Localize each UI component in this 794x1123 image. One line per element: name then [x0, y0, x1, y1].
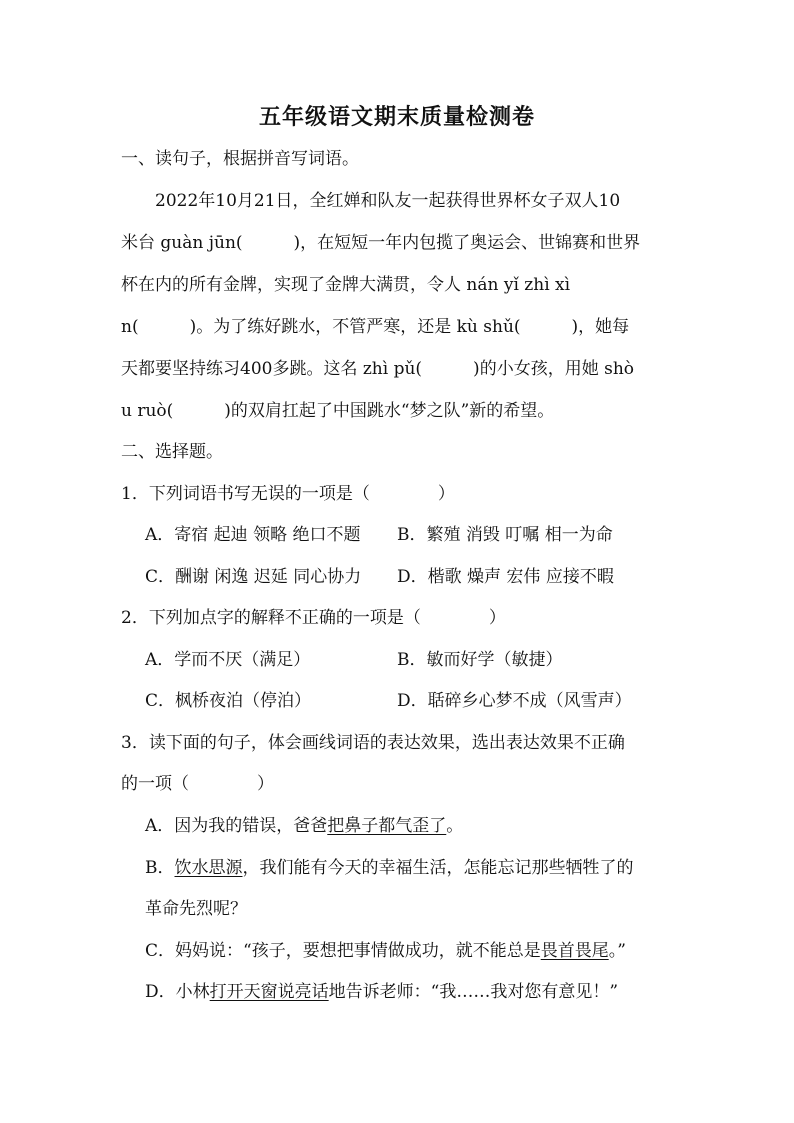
- q2-option-b: B．敏而好学（敏捷）: [397, 650, 563, 670]
- q3-stem-line-2: 的一项（ ）: [121, 774, 274, 794]
- q3-option-d: [145, 980, 618, 1004]
- q3-option-d-label: D．小林: [145, 982, 210, 1002]
- q2-stem: 2．下列加点字的解释不正确的一项是（ ）: [121, 608, 506, 628]
- q3-option-b-underlined: 饮水思源: [174, 858, 243, 878]
- q3-option-d-text: 地告诉老师：“我……我对您有意见！”: [328, 982, 619, 1002]
- passage-line-1: 2022年10月21日，全红婵和队友一起获得世界杯女子双人10: [155, 191, 621, 211]
- section1-heading: 一、读句子，根据拼音写词语。: [121, 149, 359, 169]
- q3-stem-line-1: 3．读下面的句子，体会画线词语的表达效果，选出表达效果不正确: [121, 733, 625, 753]
- q3-option-c-underlined: 畏首畏尾: [540, 941, 609, 961]
- q3-option-b-line-2: 革命先烈呢？: [145, 899, 247, 919]
- q1-option-a: A．寄宿 起迪 领略 绝口不题: [145, 525, 361, 545]
- q3-option-d-underlined: 打开天窗说亮话: [209, 982, 329, 1002]
- q3-option-a-underlined: 把鼻子都气歪了: [327, 816, 447, 836]
- q1-stem: 1．下列词语书写无误的一项是（ ）: [121, 484, 455, 504]
- q3-option-c: [145, 939, 626, 963]
- passage-line-6: u ruò( )的双肩扛起了中国跳水“梦之队”新的希望。: [121, 401, 555, 421]
- q2-option-d: D．聒碎乡心梦不成（风雪声）: [397, 691, 632, 711]
- q3-option-b-label: B．: [145, 858, 175, 878]
- passage-line-2: 米台 guàn jūn( )，在短短一年内包揽了奥运会、世锦赛和世界: [121, 233, 641, 253]
- q1-option-b: B．繁殖 消毁 叮嘱 相一为命: [397, 525, 613, 545]
- passage-line-4: n( )。为了练好跳水，不管严寒，还是 kù shǔ( )，她每: [121, 317, 630, 337]
- q3-option-a: [145, 814, 463, 838]
- q1-option-c: C．酬谢 闲逸 迟延 同心协力: [145, 567, 362, 587]
- passage-line-5: 天都要坚持练习400多跳。这名 zhì pǔ( )的小女孩，用她 shò: [121, 359, 635, 379]
- q3-option-c-text: C．妈妈说：“孩子，要想把事情做成功，就不能总是: [145, 941, 541, 961]
- q3-option-a-end: 。: [446, 816, 464, 836]
- section2-heading: 二、选择题。: [121, 442, 223, 462]
- q1-option-d: D．楷歌 燥声 宏伟 应接不暇: [397, 567, 614, 587]
- q3-option-b: [145, 856, 634, 880]
- page-title: 五年级语文期末质量检测卷: [258, 105, 535, 130]
- q2-option-a: A．学而不厌（满足）: [145, 650, 311, 670]
- q3-option-a-text: A．因为我的错误，爸爸: [145, 816, 328, 836]
- q3-option-b-text: ，我们能有今天的幸福生活，怎能忘记那些牺牲了的: [242, 858, 634, 878]
- passage-line-3: 杯在内的所有金牌，实现了金牌大满贯，令人 nán yǐ zhì xì: [121, 275, 571, 295]
- q2-option-c: C．枫桥夜泊（停泊）: [145, 691, 312, 711]
- q3-option-c-end: 。”: [608, 941, 626, 961]
